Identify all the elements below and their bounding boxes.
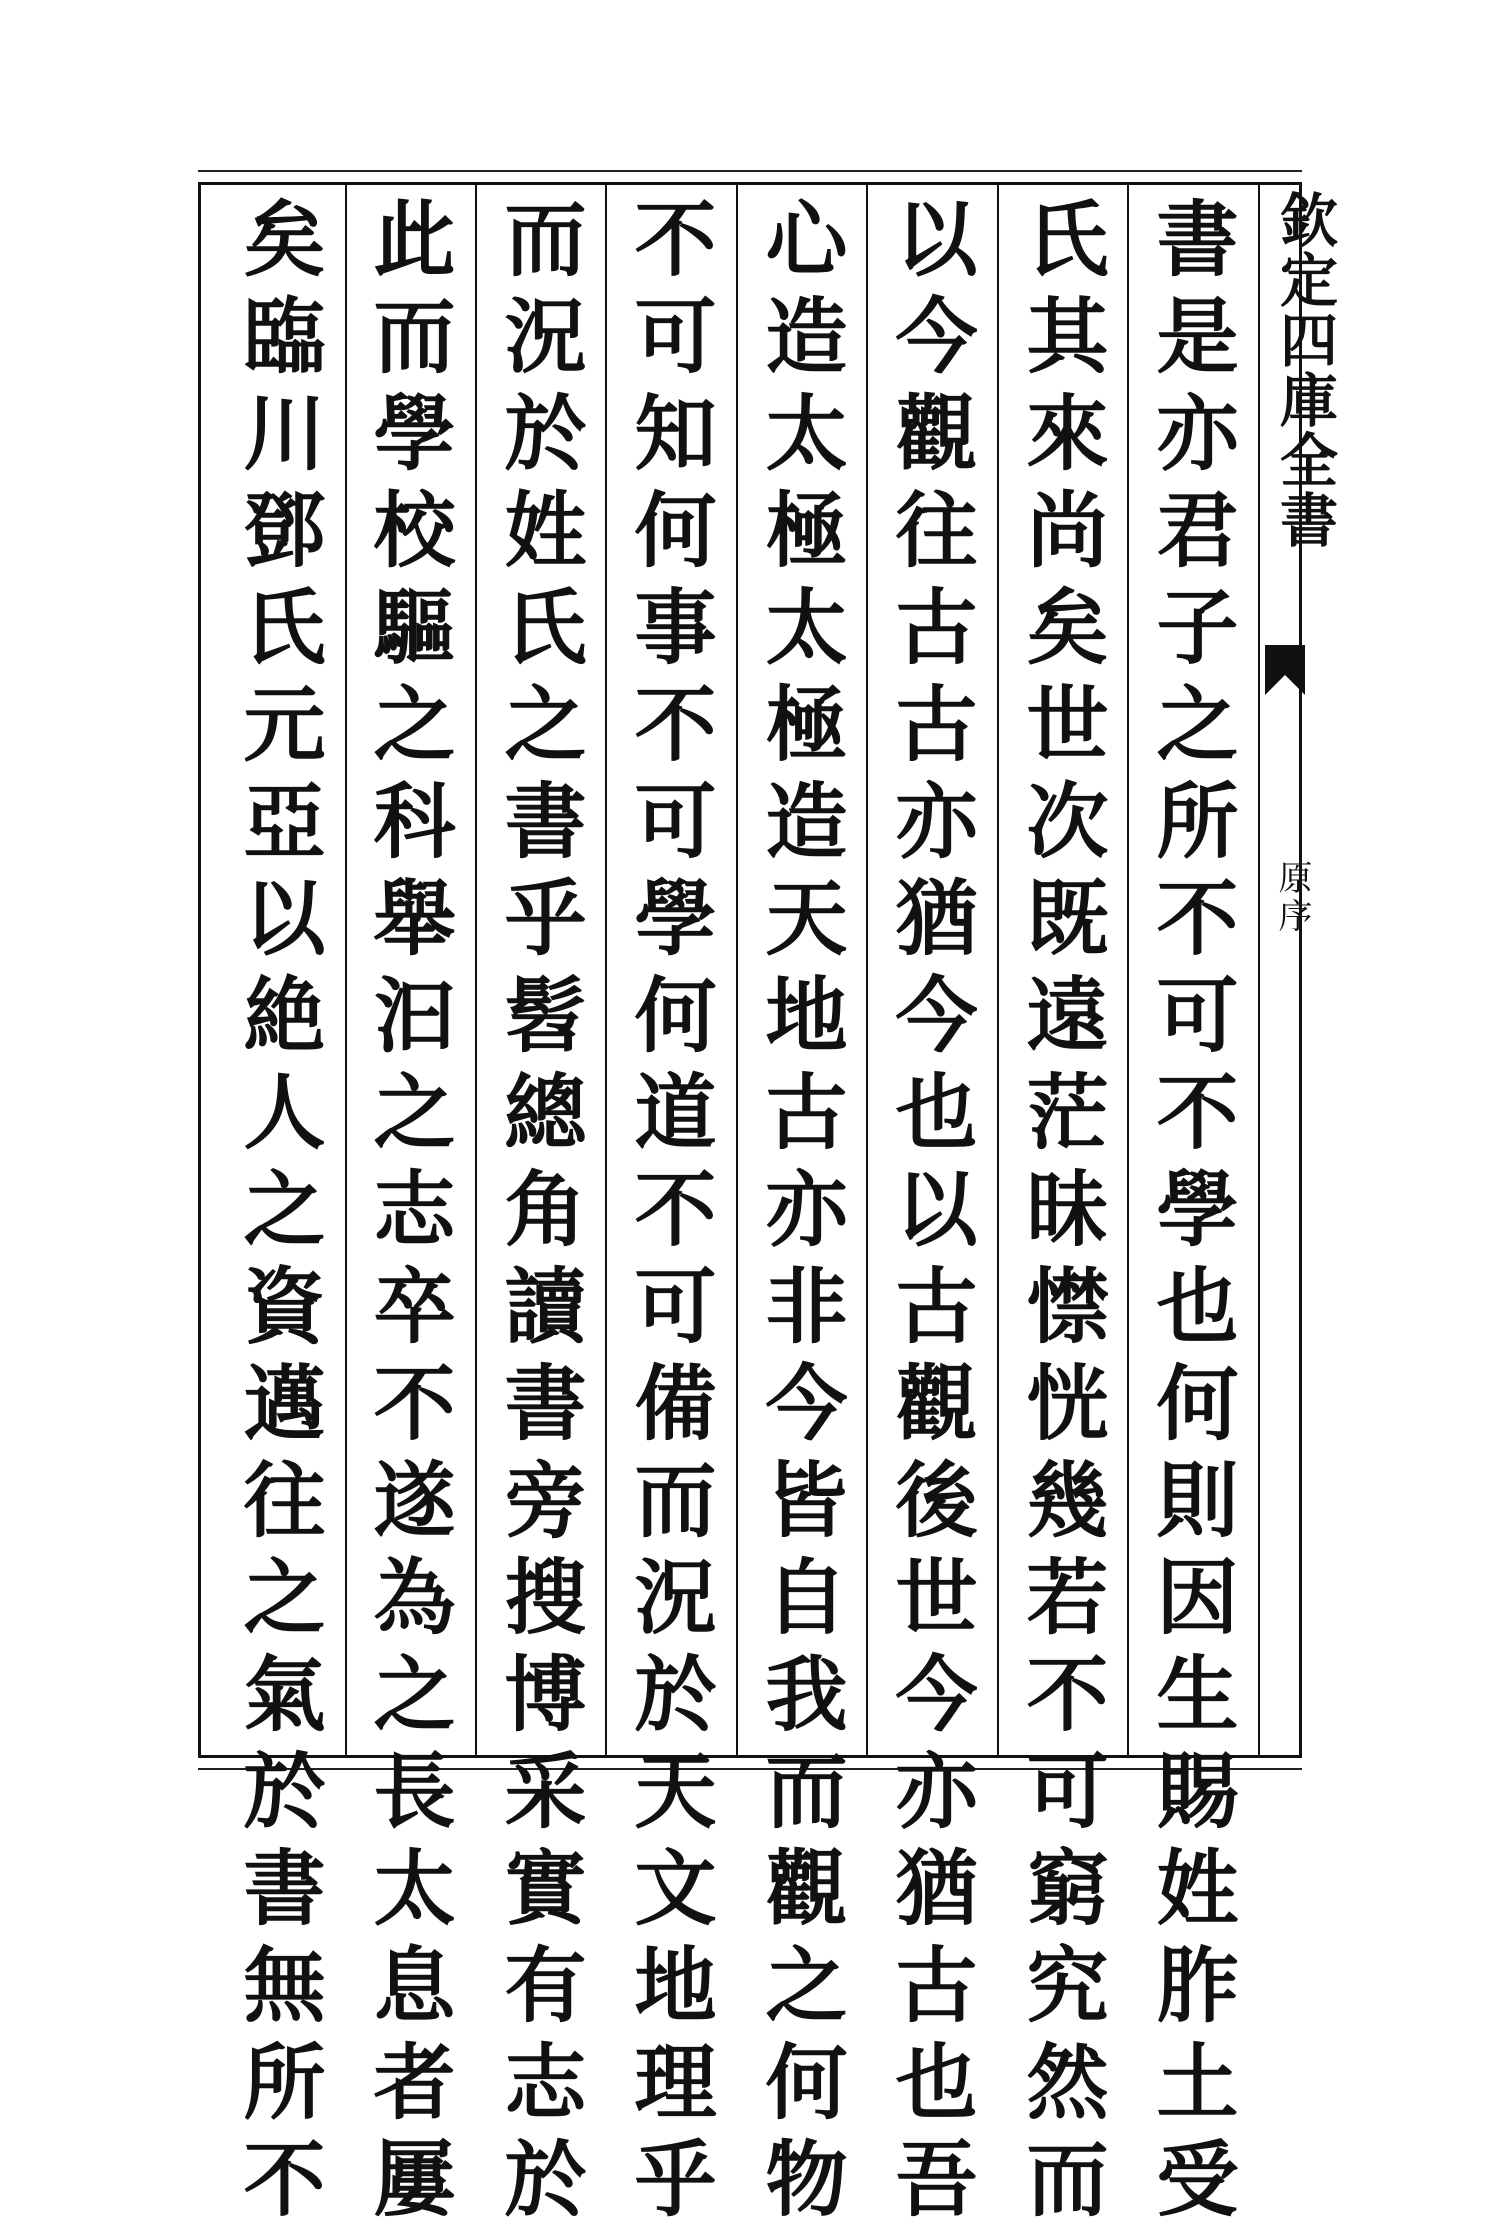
text-column-5: 不可知何事不可學何道不可備而況於天文地理乎 [621, 196, 717, 2233]
book-title: 欽定四庫全書 [1270, 190, 1338, 550]
column-divider [345, 182, 347, 1758]
top-border-rule [198, 170, 1302, 172]
text-column-2: 氏其來尚矣世次既遠茫昧㦗恍幾若不可窮究然而 [1013, 196, 1109, 2233]
column-divider [475, 182, 477, 1758]
text-column-3: 以今觀往古古亦猶今也以古觀後世今亦猶古也吾 [882, 196, 978, 2233]
section-label: 原序 [1272, 860, 1312, 936]
text-column-1: 書是亦君子之所不可不學也何則因生賜姓胙土受 [1143, 196, 1239, 2233]
text-column-6: 而況於姓氏之書乎髫總角讀書旁搜博采實有志於 [491, 196, 587, 2233]
text-column-7: 此而學校驅之科舉汩之志卒不遂為之長太息者屢 [360, 196, 456, 2233]
margin-column-divider [1258, 182, 1260, 1758]
column-divider [866, 182, 868, 1758]
column-divider [736, 182, 738, 1758]
column-divider [605, 182, 607, 1758]
column-divider [1127, 182, 1129, 1758]
text-column-8: 矣臨川鄧氏元亞以絶人之資邁往之氣於書無所不 [230, 196, 326, 2233]
text-column-4: 心造太極太極造天地古亦非今皆自我而觀之何物 [752, 196, 848, 2233]
column-divider [997, 182, 999, 1758]
